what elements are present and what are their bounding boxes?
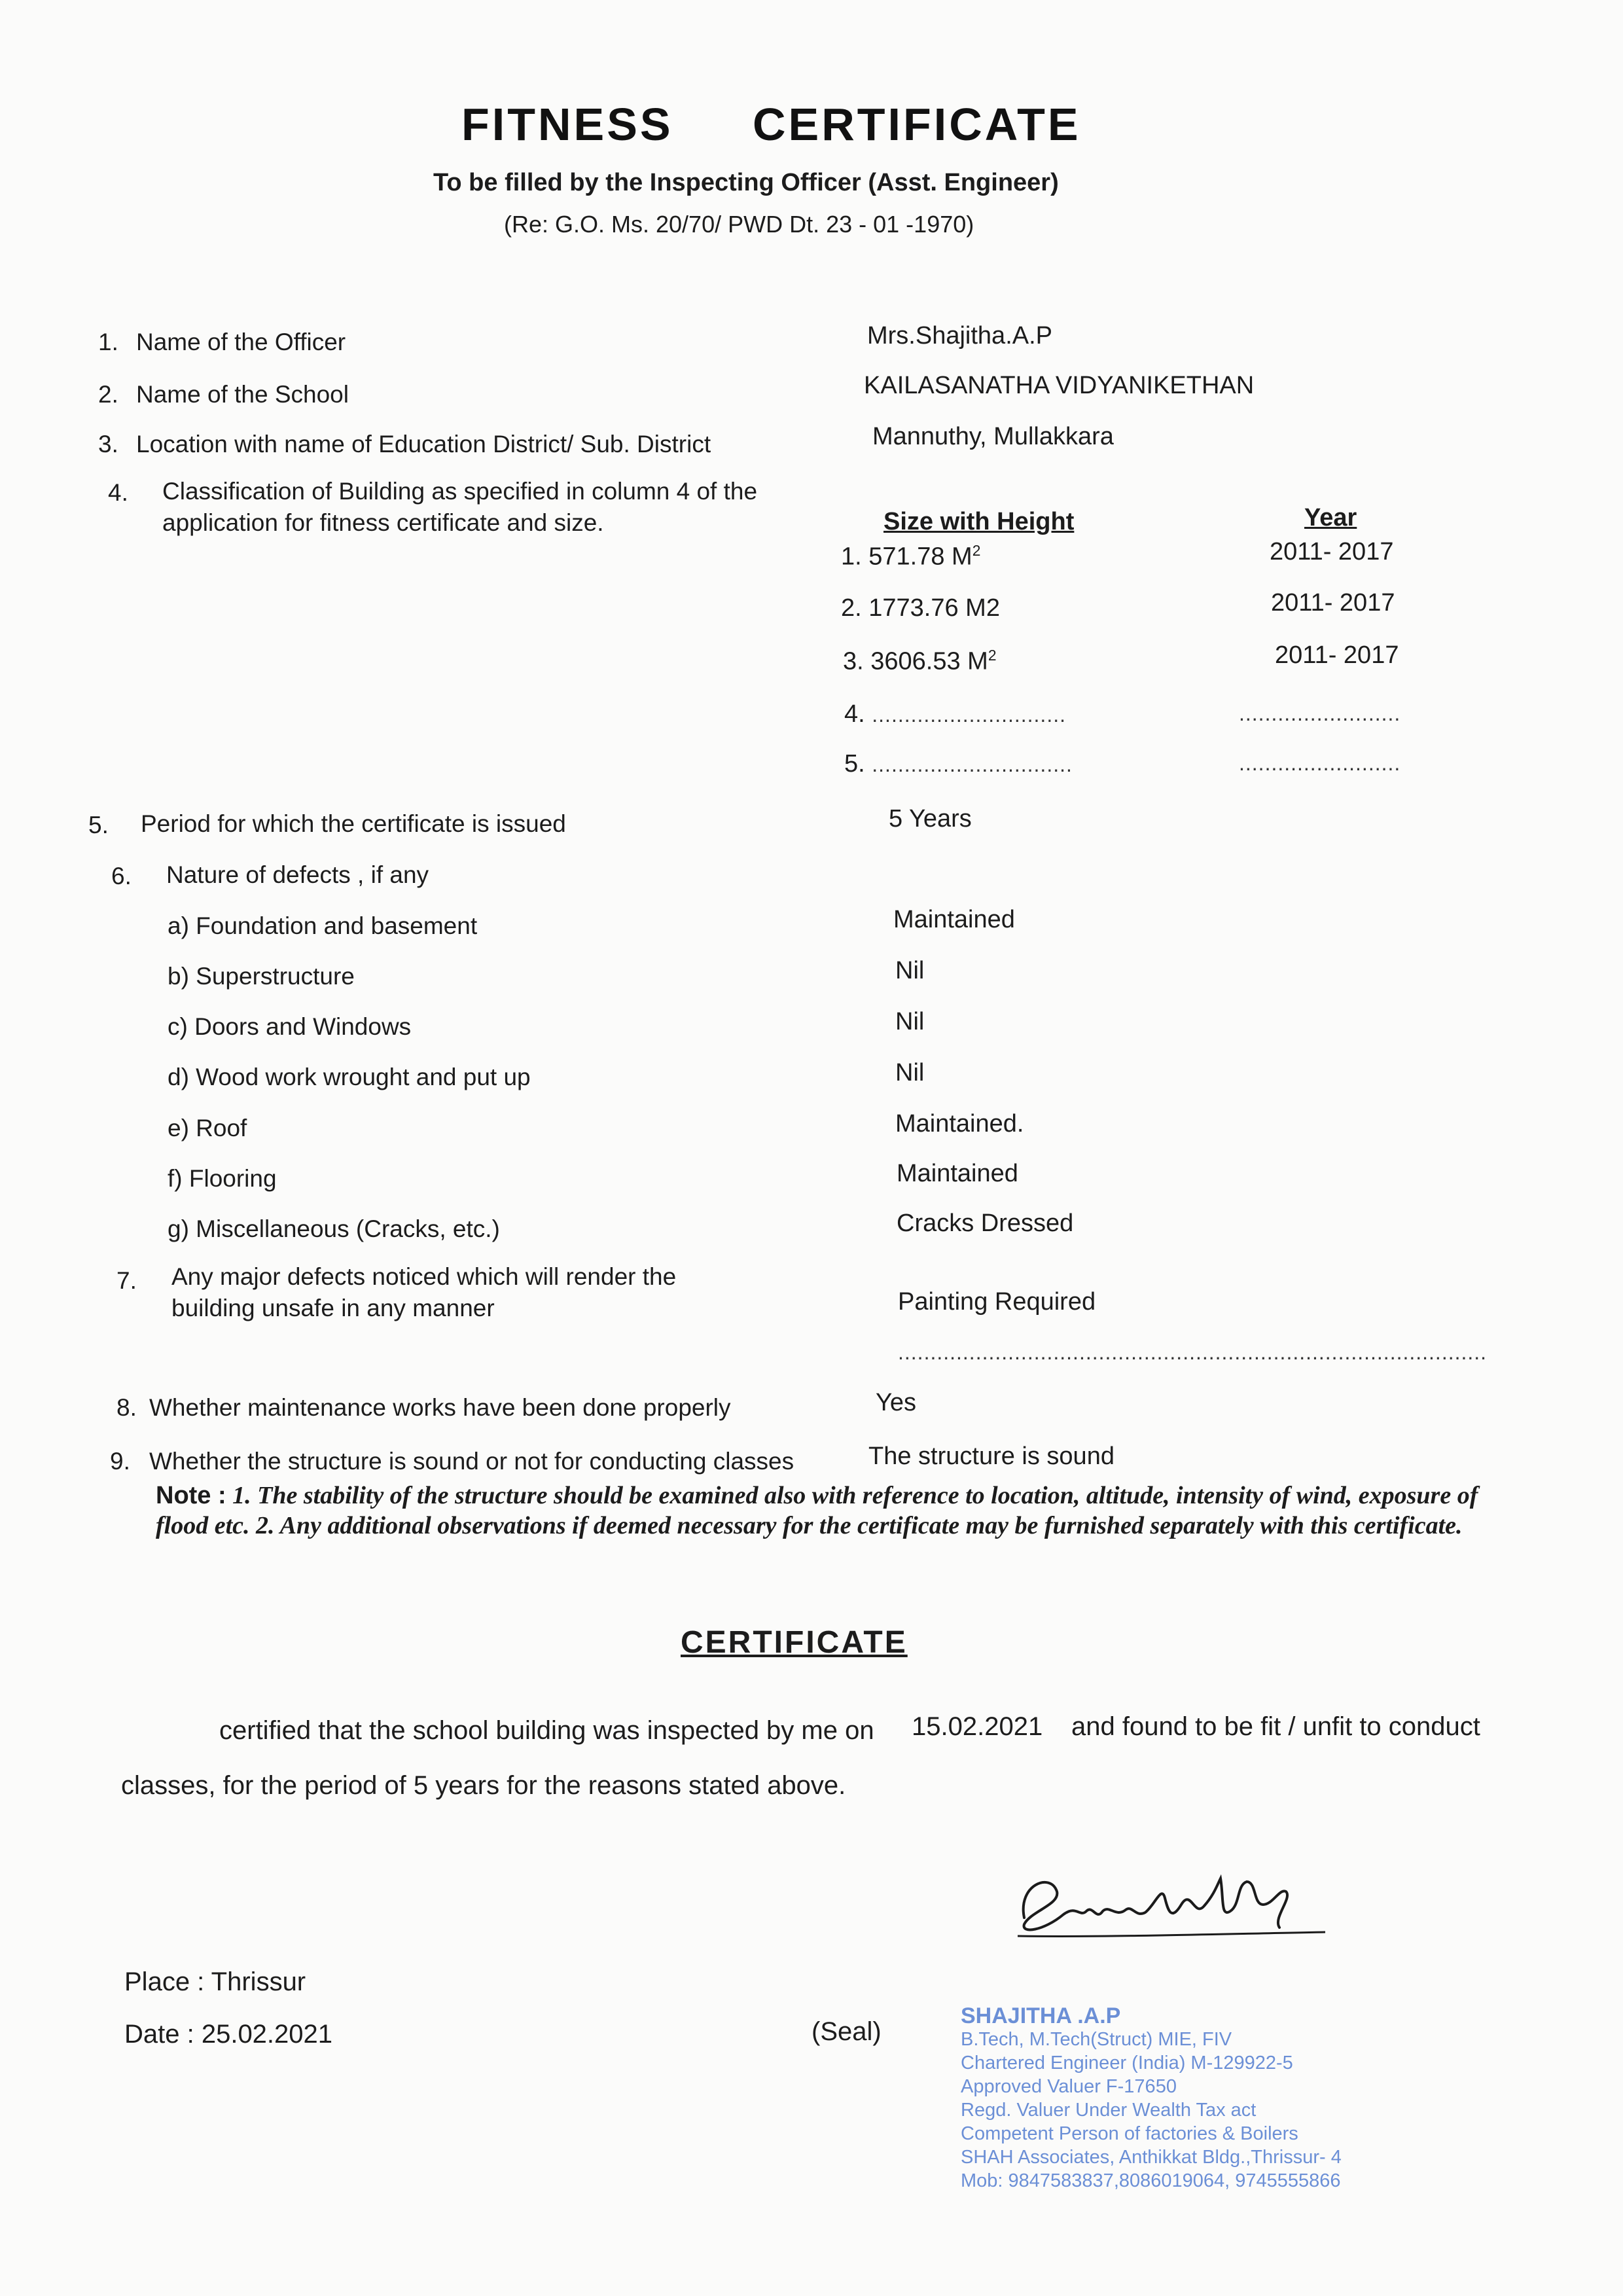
size-row (844, 700, 1066, 728)
certificate-heading: CERTIFICATE (681, 1625, 908, 1660)
size-value: 3606.53 M (870, 647, 988, 675)
defect-value: Maintained (897, 1160, 1018, 1187)
blank-dots: ......................... (1239, 702, 1401, 725)
structure-value: The structure is sound (868, 1443, 1115, 1470)
maintenance-label: Whether maintenance works have been done properly (149, 1394, 731, 1421)
defect-label: g) Miscellaneous (Cracks, etc.) (168, 1215, 500, 1242)
structure-label: Whether the structure is sound or not for conducting classes (149, 1448, 794, 1475)
defect-value: Maintained (893, 906, 1015, 933)
classification-label-line2: application for fitness certificate and size. (162, 509, 604, 536)
item-number: 3. (98, 431, 118, 457)
officer-name-label: Name of the Officer (136, 329, 346, 355)
year-value: 2011- 2017 (1275, 641, 1399, 669)
major-defects-value: Painting Required (898, 1288, 1096, 1316)
officer-name-value: Mrs.Shajitha.A.P (867, 322, 1052, 350)
year-value: 2011- 2017 (1270, 538, 1394, 565)
item-number: 1. (98, 329, 118, 355)
title-fitness: FITNESS (461, 99, 673, 150)
seal-line: Competent Person of factories & Boilers (961, 2123, 1298, 2144)
school-name-label: Name of the School (136, 381, 349, 408)
size-row (841, 594, 1000, 622)
location-value: Mannuthy, Mullakkara (872, 423, 1114, 450)
size-row (841, 542, 980, 571)
year-column-header: Year (1304, 504, 1357, 531)
seal-line: SHAH Associates, Anthikkat Bldg.,Thrissur- 4 (961, 2147, 1342, 2168)
defect-label: f) Flooring (168, 1165, 277, 1192)
size-superscript: 2 (988, 647, 997, 664)
item-number: 5. (88, 812, 109, 838)
seal-label: (Seal) (812, 2017, 882, 2046)
blank-dots: ............................... (872, 753, 1073, 776)
engineer-seal-stamp (961, 2004, 1342, 2193)
signature-image (1005, 1859, 1332, 1957)
item-number: 2. (98, 381, 118, 408)
note-paragraph (156, 1480, 1497, 1541)
item-number: 8. (116, 1394, 137, 1421)
seal-line: B.Tech, M.Tech(Struct) MIE, FIV (961, 2029, 1232, 2050)
item-number: 9. (110, 1448, 130, 1475)
note-text: 1. The stability of the structure should be examined also with reference to location, altitude, intensity of wind, exposure of flood etc. 2. Any additional observations if deemed necessary for the certificate may be furnished separately with this certificate. (156, 1482, 1478, 1539)
seal-name: SHAJITHA .A.P (961, 2003, 1121, 2028)
seal-line: Mob: 9847583837,8086019064, 9745555866 (961, 2170, 1341, 2191)
defect-label: a) Foundation and basement (168, 912, 478, 939)
size-value: 571.78 M (868, 543, 972, 571)
defect-value: Maintained. (895, 1110, 1024, 1138)
defect-label: c) Doors and Windows (168, 1013, 412, 1040)
blank-dots: ........................................................................................... (898, 1340, 1488, 1364)
defect-value: Cracks Dressed (897, 1210, 1074, 1237)
row-number: 3. (843, 647, 864, 675)
row-number: 2. (841, 594, 862, 622)
school-name-value: KAILASANATHA VIDYANIKETHAN (864, 372, 1255, 399)
subtitle: To be filled by the Inspecting Officer (Asst. Engineer) (433, 169, 1059, 196)
date: Date : 25.02.2021 (124, 2020, 333, 2049)
seal-line: Chartered Engineer (India) M-129922-5 (961, 2053, 1293, 2073)
row-number: 1. (841, 543, 862, 571)
defect-value: Nil (895, 1059, 925, 1086)
size-row (844, 750, 1073, 778)
defect-value: Nil (895, 1008, 925, 1035)
defect-label: b) Superstructure (168, 963, 355, 990)
defect-value: Nil (895, 957, 925, 984)
major-defects-label-line1: Any major defects noticed which will render the (171, 1263, 677, 1290)
blank-dots: ......................... (1239, 751, 1401, 775)
seal-line: Approved Valuer F-17650 (961, 2076, 1177, 2097)
title-certificate: CERTIFICATE (753, 99, 1081, 150)
year-value: 2011- 2017 (1271, 589, 1395, 617)
certificate-text-line1a: certified that the school building was inspected by me on (219, 1716, 874, 1745)
row-number: 5. (844, 750, 865, 778)
row-number: 4. (844, 700, 865, 728)
place: Place : Thrissur (124, 1967, 306, 1996)
classification-label-line1: Classification of Building as specified in column 4 of the (162, 478, 758, 505)
go-reference: (Re: G.O. Ms. 20/70/ PWD Dt. 23 - 01 -1970) (504, 211, 974, 238)
size-row (843, 647, 997, 676)
item-number: 7. (116, 1267, 137, 1294)
size-value: 1773.76 M2 (868, 594, 1000, 622)
blank-dots: .............................. (872, 703, 1066, 726)
size-superscript: 2 (972, 542, 981, 559)
item-number: 6. (111, 863, 132, 889)
inspection-date: 15.02.2021 (912, 1712, 1043, 1741)
note-prefix: Note : (156, 1482, 226, 1509)
seal-line: Regd. Valuer Under Wealth Tax act (961, 2100, 1257, 2121)
major-defects-label-line2: building unsafe in any manner (171, 1295, 495, 1321)
location-label: Location with name of Education District/ Sub. District (136, 431, 711, 457)
defect-label: d) Wood work wrought and put up (168, 1064, 531, 1090)
period-value: 5 Years (889, 805, 972, 833)
certificate-text-line1b: and found to be fit / unfit to conduct (1071, 1712, 1480, 1741)
certificate-text-line2: classes, for the period of 5 years for the reasons stated above. (121, 1771, 846, 1800)
period-label: Period for which the certificate is issued (141, 810, 566, 837)
size-column-header: Size with Height (883, 508, 1075, 535)
maintenance-value: Yes (876, 1389, 916, 1416)
item-number: 4. (108, 479, 128, 506)
defects-label: Nature of defects , if any (166, 861, 429, 888)
defect-label: e) Roof (168, 1115, 247, 1141)
